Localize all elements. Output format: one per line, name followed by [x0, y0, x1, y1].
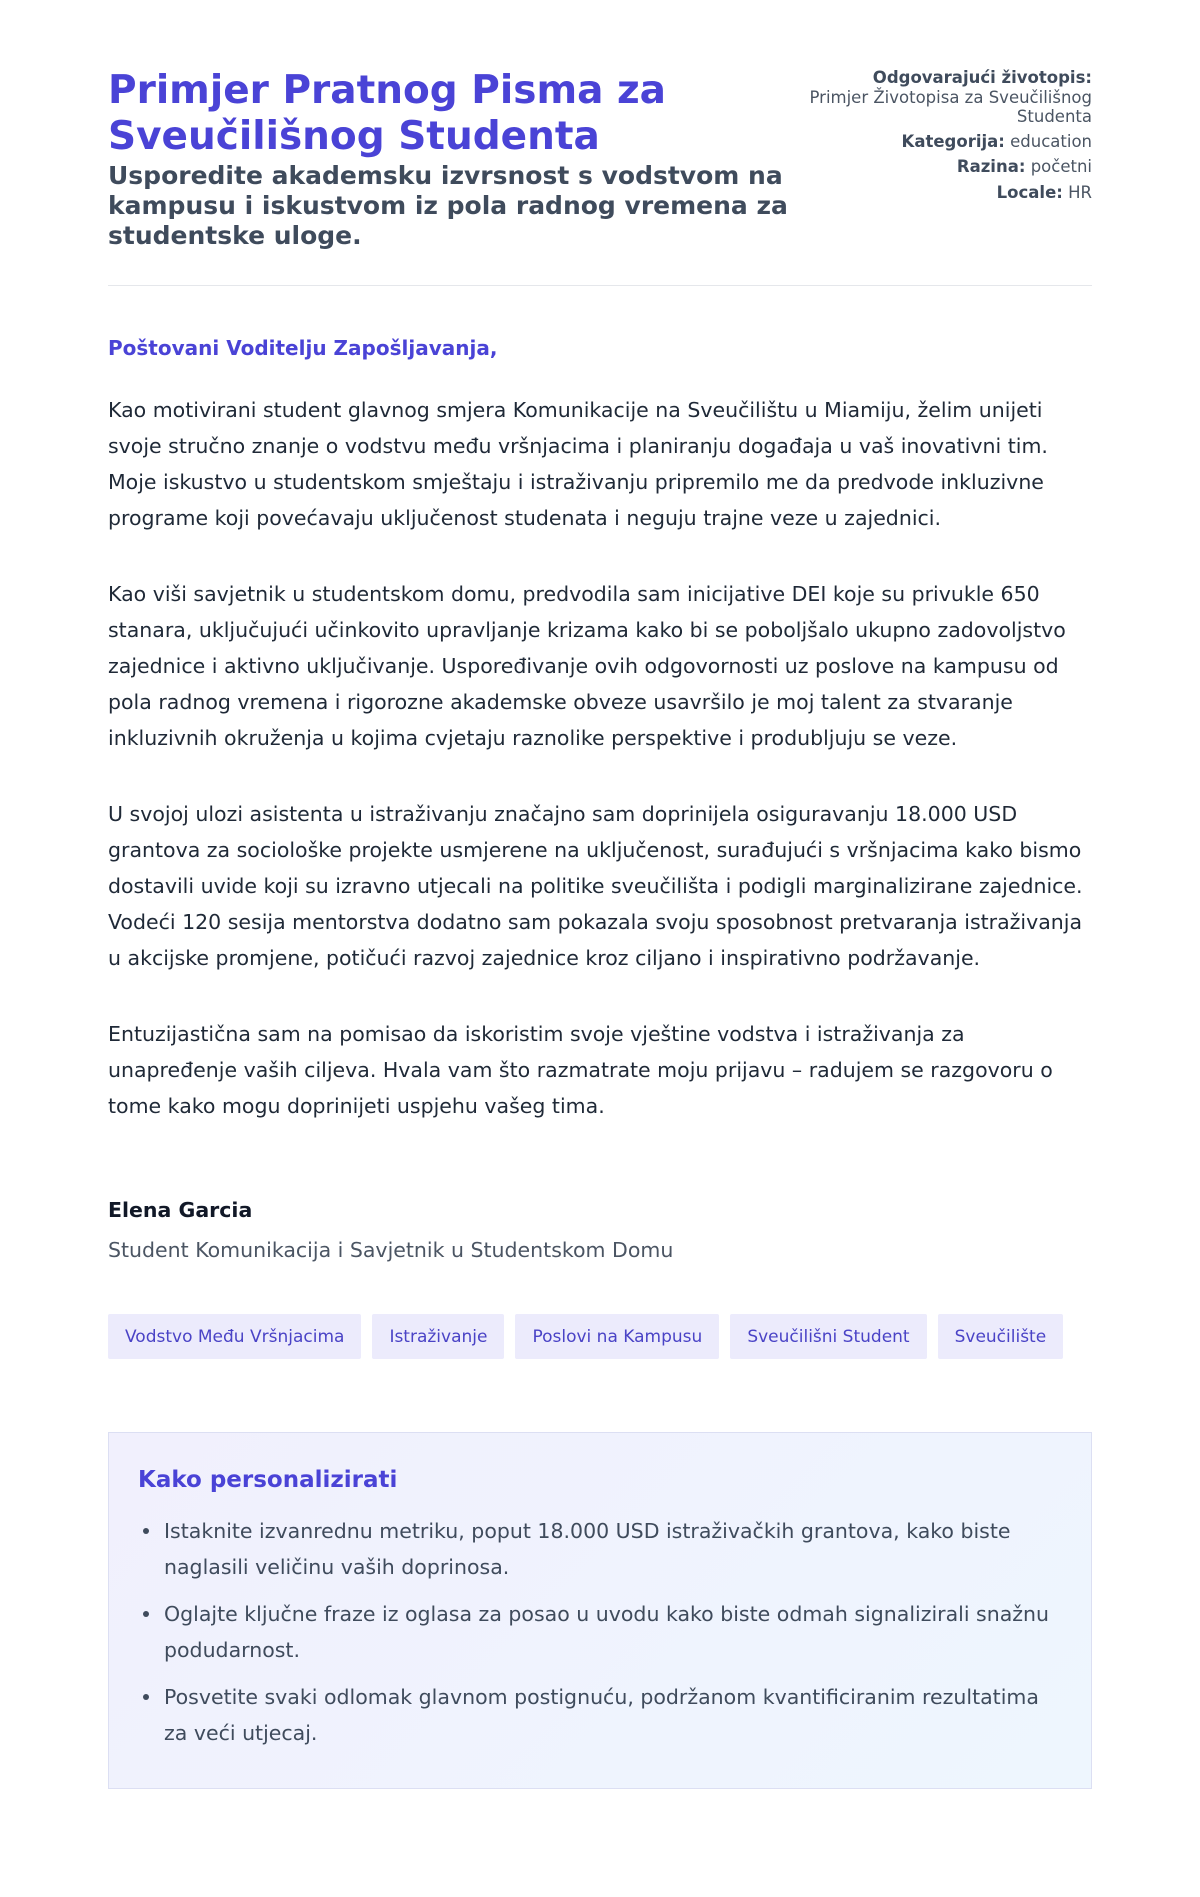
- meta-category-value: education: [1010, 131, 1092, 151]
- tip-item: Oglajte ključne fraze iz oglasa za posao u uvodu kako biste odmah signalizirali snažnu podudarnost.: [138, 1596, 1062, 1668]
- tag-chip[interactable]: Sveučilište: [938, 1314, 1064, 1359]
- personalization-tips: [108, 1432, 1092, 1789]
- meta-locale: [800, 183, 1092, 203]
- letter-paragraph: Kao motivirani student glavnog smjera Komunikacije na Sveučilištu u Miamiju, želim unijeti svoje stručno znanje o vodstvu među vršnjacima i planiranju događaja u vaš inovativni tim. Moje iskustvo u studentskom smještaju i istraživanju pripremilo me da predvode inkluzivne programe koji povećavaju uključenost studenata i neguju trajne veze u zajednici.: [108, 398, 1048, 530]
- tips-list: [138, 1513, 1062, 1751]
- tag-list: [108, 1314, 1092, 1359]
- tips-title: Kako personalizirati: [138, 1467, 398, 1493]
- signature-name: Elena Garcia: [108, 1198, 253, 1222]
- meta-resume-label: Odgovarajući životopis:: [872, 68, 1092, 87]
- page-title: Primjer Pratnog Pisma za Sveučilišnog Studenta: [108, 68, 666, 159]
- meta-locale-value: HR: [1068, 182, 1092, 202]
- tag-chip[interactable]: Istraživanje: [372, 1314, 504, 1359]
- meta-level-value: početni: [1030, 157, 1092, 176]
- tag-chip[interactable]: Poslovi na Kampusu: [515, 1314, 719, 1359]
- title-block: [108, 68, 800, 251]
- meta-panel: [800, 68, 1092, 208]
- meta-category: [800, 132, 1092, 152]
- meta-resume: [800, 68, 1092, 127]
- letter-paragraph: Kao viši savjetnik u studentskom domu, predvodila sam inicijative DEI koje su privukle 650 stanara, uključujući učinkovito upravljanje krizama kako bi se poboljšalo ukupno zadovoljstvo zajednice i aktivno uključivanje. Uspoređivanje ovih odgovornosti uz poslove na kampusu od pola radnog vremena i rigorozne akademske obveze usavršilo je moj talent za stvaranje inkluzivnih okruženja u kojima cvjetaju raznolike perspektive i produbljuju se veze.: [108, 582, 1066, 750]
- tag-chip[interactable]: Vodstvo Među Vršnjacima: [108, 1314, 361, 1359]
- meta-level-label: Razina:: [956, 157, 1026, 176]
- letter-greeting: Poštovani Voditelju Zapošljavanja,: [108, 336, 498, 360]
- page-header: [108, 68, 1092, 286]
- meta-locale-label: Locale:: [996, 182, 1063, 202]
- meta-resume-link[interactable]: Primjer Životopisa za Sveučilišnog Studenta: [809, 87, 1092, 126]
- letter-body: [108, 334, 1092, 1264]
- tip-item: Istaknite izvanrednu metriku, poput 18.000 USD istraživačkih grantova, kako biste naglasili veličinu vaših doprinosa.: [138, 1513, 1062, 1585]
- tag-chip[interactable]: Sveučilišni Student: [730, 1314, 926, 1359]
- letter-paragraph: U svojoj ulozi asistenta u istraživanju značajno sam doprinijela osiguravanju 18.000 USD grantova za sociološke projekte usmjerene na uključenost, surađujući s vršnjacima kako bismo dostavili uvide koji su izravno utjecali na politike sveučilišta i podigli marginalizirane zajednice. Vodeći 120 sesija mentorstva dodatno sam pokazala svoju sposobnost pretvaranja istraživanja u akcijske promjene, potičući razvoj zajednice kroz ciljano i inspirativno podržavanje.: [108, 802, 1083, 970]
- meta-level: [800, 157, 1092, 177]
- letter-paragraph: Entuzijastična sam na pomisao da iskoristim svoje vještine vodstva i istraživanja za unapređenje vaših ciljeva. Hvala vam što razmatrate moju prijavu – radujem se razgovoru o tome kako mogu doprinijeti uspjehu vašeg tima.: [108, 1022, 1053, 1118]
- meta-category-label: Kategorija:: [901, 131, 1005, 151]
- tip-item: Posvetite svaki odlomak glavnom postignuću, podržanom kvantificiranim rezultatima za veći utjecaj.: [138, 1679, 1062, 1751]
- signature-title: Student Komunikacija i Savjetnik u Studentskom Domu: [108, 1238, 674, 1262]
- page-subtitle: Usporedite akademsku izvrsnost s vodstvom na kampusu i iskustvom iz pola radnog vremena za studentske uloge.: [108, 161, 788, 250]
